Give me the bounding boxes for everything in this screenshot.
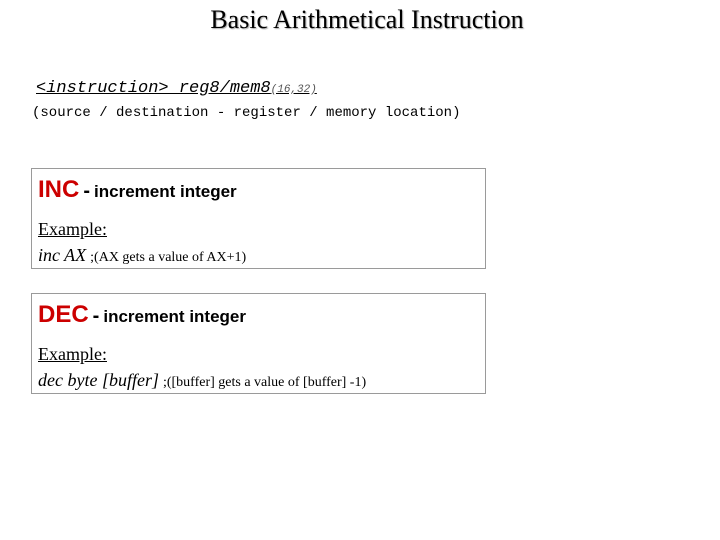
syntax-subscript: (16,32) bbox=[270, 84, 317, 96]
dec-description: increment integer bbox=[103, 307, 246, 326]
inc-example-comment: ;(AX gets a value of AX+1) bbox=[90, 250, 247, 265]
inc-description: increment integer bbox=[94, 182, 237, 201]
inc-example-code: inc AX bbox=[38, 245, 87, 265]
syntax-line bbox=[36, 78, 317, 101]
inc-instruction-box bbox=[31, 168, 486, 269]
inc-dash: - bbox=[83, 180, 91, 202]
inc-example-label: Example: bbox=[38, 219, 107, 239]
operand-note: (source / destination - register / memory location) bbox=[32, 105, 461, 121]
page-title: Basic Arithmetical Instruction bbox=[210, 5, 524, 34]
dec-instruction-box bbox=[31, 293, 486, 394]
dec-heading bbox=[38, 301, 246, 329]
dec-example-label: Example: bbox=[38, 344, 107, 364]
inc-example-line bbox=[38, 245, 246, 266]
dec-mnemonic: DEC bbox=[38, 301, 89, 328]
dec-example-comment: ;([buffer] gets a value of [buffer] -1) bbox=[162, 375, 367, 390]
dec-example-line bbox=[38, 370, 366, 391]
dec-example-code: dec byte [buffer] bbox=[38, 370, 159, 390]
inc-mnemonic: INC bbox=[38, 176, 80, 203]
syntax-main: <instruction> reg8/mem8 bbox=[36, 79, 271, 98]
inc-heading bbox=[38, 176, 237, 204]
dec-dash: - bbox=[92, 305, 100, 327]
